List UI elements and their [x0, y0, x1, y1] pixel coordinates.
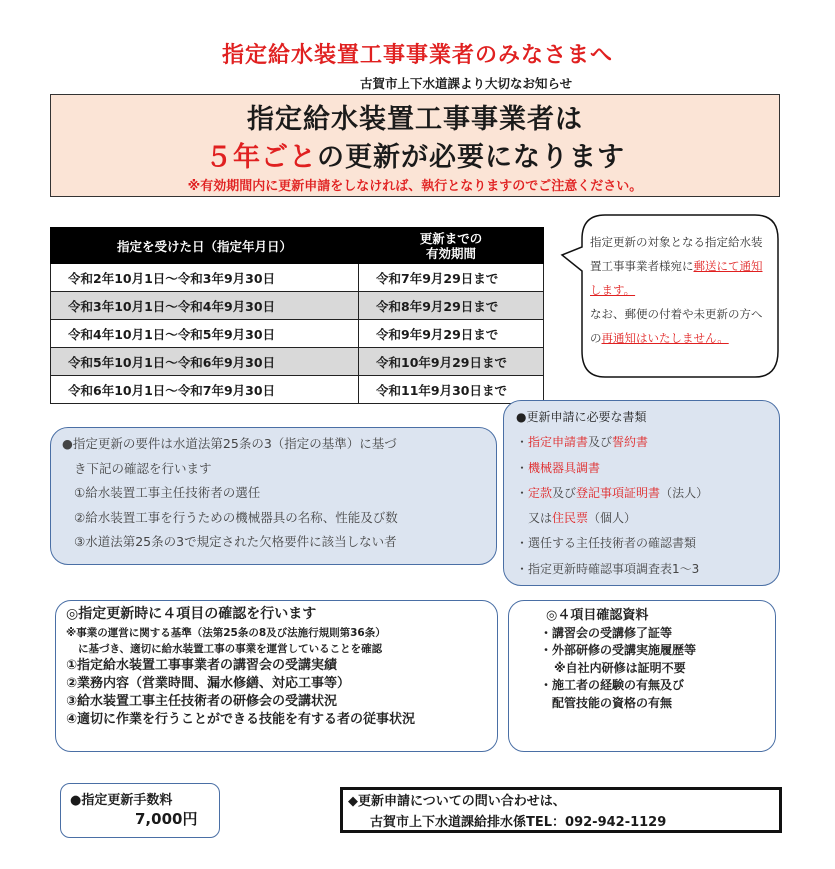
check-item: ②業務内容（営業時間、漏水修繕、対応工事等）	[66, 676, 351, 691]
documents-text	[516, 405, 774, 582]
check-item: ①指定給水装置工事事業者の講習会の受講実績	[66, 658, 338, 673]
check-items-text	[66, 604, 491, 729]
table-header-validity-l1: 更新までの	[419, 230, 483, 246]
fee-value: 7,000円	[135, 810, 198, 828]
table-cell-date: 令和4年10月1日～令和5年9月30日	[51, 320, 359, 348]
documents-item: ・定款及び登記事項証明書（法人）	[516, 485, 709, 500]
page-title: 指定給水装置工事事業者のみなさまへ	[221, 43, 613, 68]
table-header-date: 指定を受けた日（指定年月日）	[51, 228, 359, 264]
check-item: ④適切に作業を行うことができる技能を有する者の従事状況	[66, 712, 416, 727]
table-cell-date: 令和3年10月1日～令和4年9月30日	[51, 292, 359, 320]
notice-banner	[50, 94, 780, 197]
table-header-validity-l2: 有効期間	[425, 245, 476, 261]
bubble-text-1-highlight: 郵送にて通知します。	[590, 259, 763, 297]
banner-warning: ※有効期間内に更新申請をしなければ、執行となりますのでご注意ください。	[187, 179, 643, 194]
table-row	[51, 264, 544, 292]
table-cell-validity: 令和10年9月29日まで	[359, 348, 544, 376]
check-item: ③給水装置工事主任技術者の研修会の受講状況	[66, 694, 338, 709]
table-header-row	[51, 228, 544, 264]
banner-highlight: ５年ごと	[205, 142, 317, 173]
documents-item: ・指定更新時確認事項調査表1～3	[516, 561, 700, 576]
materials-title: ◎４項目確認資料	[546, 608, 649, 623]
bubble-text-1: 指定更新の対象となる指定給水装置工事事業者様宛に	[590, 235, 763, 273]
bubble-text	[590, 230, 765, 350]
documents-item: ・指定申請書及び誓約書	[516, 435, 649, 450]
validity-table	[50, 227, 544, 404]
materials-item: ・施工者の経験の有無及び	[540, 678, 685, 692]
requirements-item: ②給水装置工事を行うための機械器具の名称、性能及び数	[74, 509, 398, 525]
check-title: ◎指定更新時に４項目の確認を行います	[66, 606, 317, 622]
table-row	[51, 320, 544, 348]
documents-item: ・機械器具調書	[516, 460, 601, 475]
check-note-1: ※事業の運営に関する基準（法第25条の8及び法施行規則第36条）	[66, 627, 386, 639]
table-cell-validity: 令和8年9月29日まで	[359, 292, 544, 320]
documents-item: 又は住民票（個人）	[528, 511, 637, 526]
materials-item: ・講習会の受講修了証等	[540, 625, 673, 640]
table-row	[51, 348, 544, 376]
contact-heading: ◆更新申請についての問い合わせは、	[348, 794, 566, 809]
materials-item: 配管技能の資格の有無	[552, 695, 673, 710]
materials-note: ※自社内研修は証明不要	[554, 660, 686, 675]
banner-line-1: 指定給水装置工事事業者は	[247, 104, 583, 135]
bubble-text-2-highlight: 再通知はいたしません。	[601, 331, 729, 345]
requirements-item: ①給水装置工事主任技術者の選任	[74, 485, 261, 500]
documents-title: ●更新申請に必要な書類	[516, 410, 647, 424]
requirements-item: ③水道法第25条の3で規定された欠格要件に該当しない者	[74, 534, 397, 549]
materials-text	[540, 607, 770, 712]
table-cell-validity: 令和7年9月29日まで	[359, 264, 544, 292]
table-row	[51, 292, 544, 320]
requirements-lead-2: き下記の確認を行います	[74, 460, 212, 476]
fee-label: ●指定更新手数料	[70, 793, 173, 808]
table-cell-date: 令和6年10月1日～令和7年9月30日	[51, 376, 359, 404]
contact-phone: 古賀市上下水道課給排水係TEL：092-942-1129	[370, 815, 667, 830]
table-cell-validity: 令和11年9月30日まで	[359, 376, 544, 404]
bubble-text-2: なお、郵便の付着や未更新の方への	[590, 307, 763, 345]
check-note-2: に基づき、適切に給水装置工事の事業を運営していることを確認	[78, 643, 383, 655]
page-subtitle: 古賀市上下水道課より大切なお知らせ	[360, 76, 573, 91]
materials-item: ・外部研修の受講実施履歴等	[540, 643, 697, 657]
requirements-text	[62, 432, 482, 555]
banner-line-2-rest: の更新が必要になります	[317, 142, 625, 173]
table-cell-date: 令和5年10月1日～令和6年9月30日	[51, 348, 359, 376]
table-cell-date: 令和2年10月1日～令和3年9月30日	[51, 264, 359, 292]
table-row	[51, 376, 544, 404]
table-header-validity	[359, 228, 544, 264]
requirements-lead-1: ●指定更新の要件は水道法第25条の3（指定の基準）に基づ	[62, 436, 397, 451]
banner-line-2	[51, 135, 779, 174]
documents-item: ・選任する主任技術者の確認書類	[516, 536, 697, 551]
table-cell-validity: 令和9年9月29日まで	[359, 320, 544, 348]
